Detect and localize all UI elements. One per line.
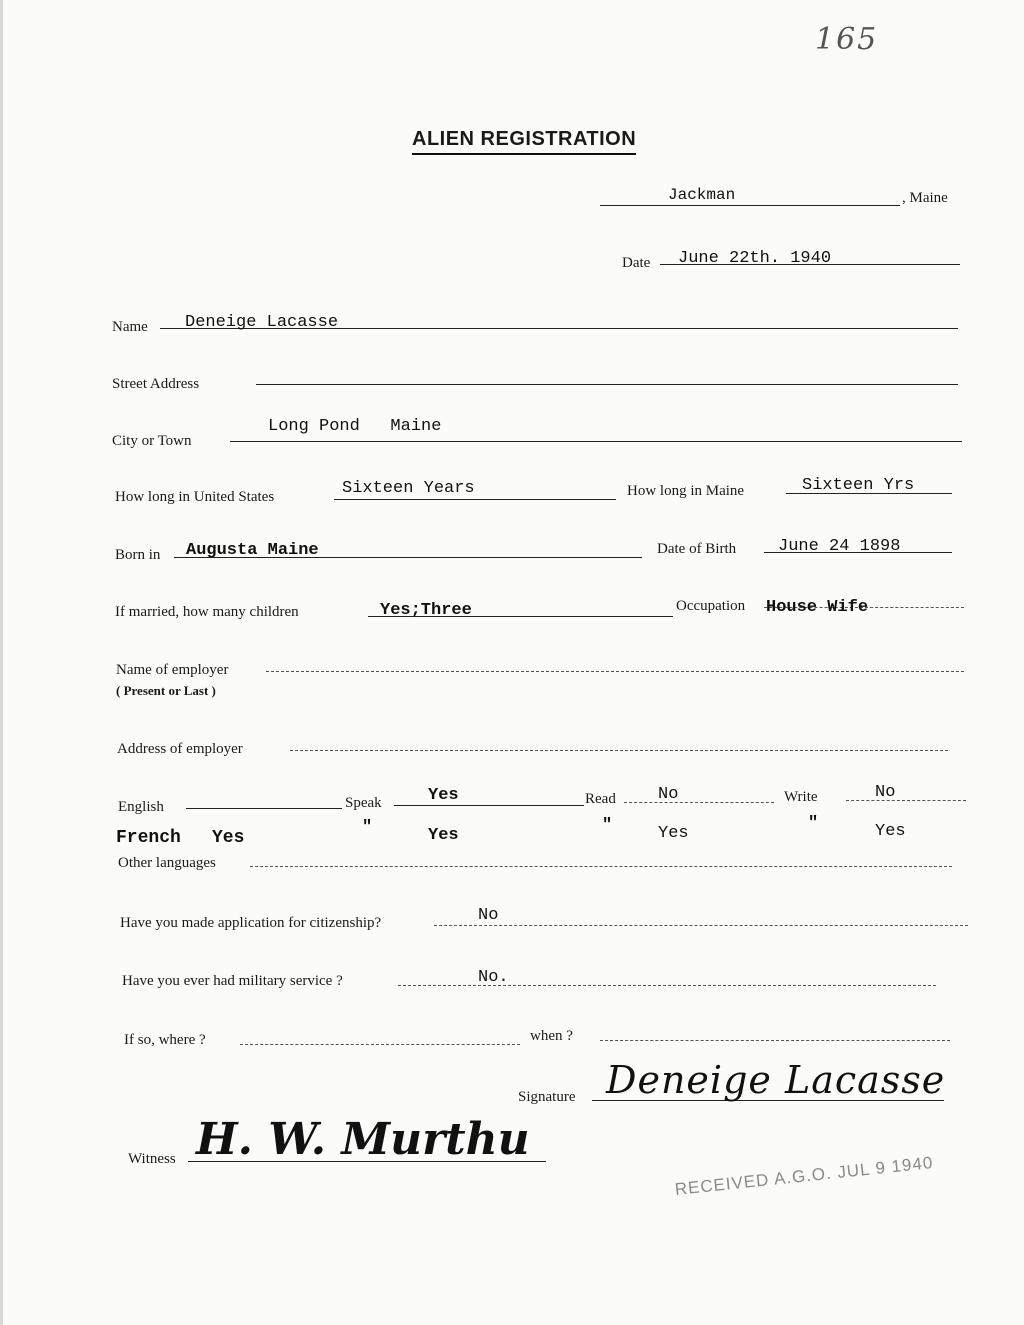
english-read-value: No [658,785,679,804]
read-label: Read [585,791,616,807]
born-in-label: Born in [115,547,161,563]
handwritten-page-number: 165 [815,22,879,57]
received-stamp: RECEIVED A.G.O. JUL 9 1940 [673,1152,935,1200]
when-label: when ? [530,1028,573,1044]
when-line [600,1040,950,1041]
ditto-speak: " [362,818,373,837]
citizenship-label: Have you made application for citizenship? [120,915,382,931]
witness-signature: H. W. Murthu [196,1114,530,1165]
form-title: ALIEN REGISTRATION [412,128,636,155]
employer-name-label: Name of employer [116,662,229,678]
name-value: Deneige Lacasse [185,313,339,332]
town-line [600,205,900,206]
employer-address-line [290,750,948,751]
french-read-value: Yes [658,824,689,843]
state-label: , Maine [902,190,948,206]
french-value: Yes [212,828,245,848]
signature-value: Deneige Lacasse [606,1058,946,1102]
french-speak-value: Yes [428,826,459,845]
speak-label: Speak [345,795,382,811]
english-line [186,808,342,809]
french-write-value: Yes [875,822,906,841]
english-label: English [118,799,164,815]
other-languages-label: Other languages [118,855,216,871]
us-duration-value: Sixteen Years [342,479,475,498]
city-label: City or Town [112,433,192,449]
born-in-value: Augusta Maine [186,541,319,560]
city-line [230,441,962,442]
dob-label: Date of Birth [657,541,737,557]
citizenship-value: No [478,906,499,925]
where-label: If so, where ? [124,1032,206,1048]
citizenship-line [434,925,968,926]
french-label: French [116,828,181,848]
military-label: Have you ever had military service ? [122,973,343,989]
ditto-write: " [808,814,819,833]
name-label: Name [112,319,148,335]
children-value: Yes;Three [380,601,472,620]
street-label: Street Address [112,376,200,392]
employer-address-label: Address of employer [117,741,243,757]
employer-name-sublabel: ( Present or Last ) [116,683,216,698]
date-value: June 22th. 1940 [678,249,832,268]
us-duration-line [334,499,616,500]
town-value: Jackman [668,186,736,204]
dob-value: June 24 1898 [778,537,901,556]
ditto-read: " [602,816,613,835]
english-speak-value: Yes [428,786,459,805]
street-line [256,384,958,385]
other-languages-line [250,866,952,867]
witness-label: Witness [128,1151,176,1167]
page-edge [0,0,3,1325]
maine-duration-label: How long in Maine [627,483,745,499]
where-line [240,1044,520,1045]
maine-duration-value: Sixteen Yrs [802,476,915,495]
speak-line [394,805,584,806]
read-line [624,802,774,803]
employer-name-line [266,671,964,672]
signature-label: Signature [518,1089,576,1105]
write-line [846,800,966,801]
city-value: Long Pond Maine [268,417,442,436]
military-value: No. [478,968,509,987]
children-label: If married, how many children [115,604,299,620]
occupation-label: Occupation [676,598,746,614]
date-label: Date [622,255,651,271]
english-write-value: No [875,783,896,802]
occupation-value: House Wife [766,598,869,617]
write-label: Write [784,789,818,805]
us-duration-label: How long in United States [115,489,275,505]
